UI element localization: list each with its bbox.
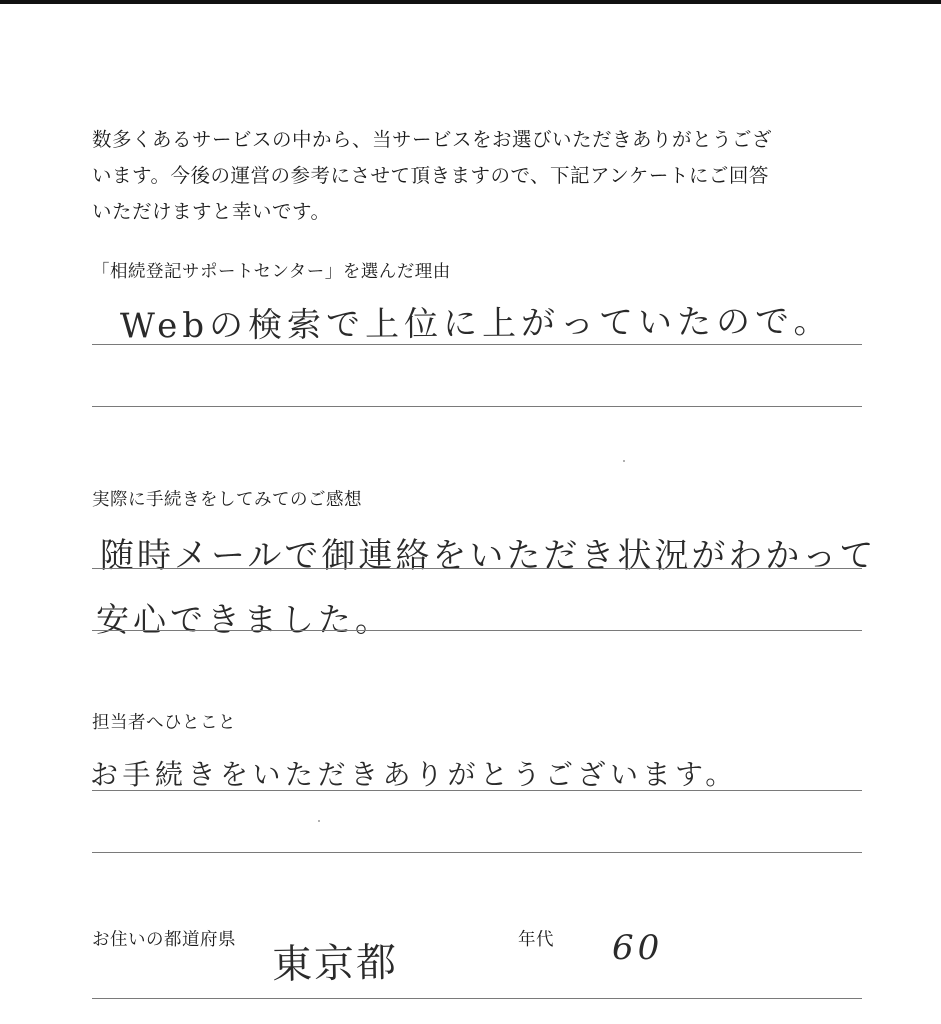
paper-speck <box>623 460 625 462</box>
answer-line <box>92 852 862 853</box>
answer-reason-line-1: Webの検索で上位に上がっていたので。 <box>119 301 833 347</box>
intro-line: います。今後の運営の参考にさせて頂きますので、下記アンケートにご回答 <box>92 164 769 187</box>
answer-line <box>92 630 862 631</box>
answer-message-line-1: お手続きをいただきありがとうございます。 <box>90 758 738 791</box>
answer-age: 60 <box>612 928 664 968</box>
question-reason-label: 「相続登記サポートセンター」を選んだ理由 <box>92 262 451 282</box>
answer-prefecture: 東京都 <box>271 939 399 989</box>
answer-line <box>92 998 862 999</box>
question-prefecture-label: お住いの都道府県 <box>92 930 236 950</box>
answer-line <box>92 344 862 345</box>
question-age-label: 年代 <box>518 930 554 950</box>
answer-line <box>92 790 862 791</box>
question-impression-label: 実際に手続きをしてみてのご感想 <box>92 490 362 510</box>
answer-line <box>92 406 862 407</box>
intro-line: いただけますと幸いです。 <box>92 200 331 223</box>
answer-line <box>92 568 862 569</box>
intro-line: 数多くあるサービスの中から、当サービスをお選びいただきありがとうござ <box>92 128 773 151</box>
question-message-label: 担当者へひとこと <box>92 713 236 733</box>
answer-impression-line-2: 安心できました。 <box>96 600 392 639</box>
answer-impression-line-1: 随時メールで御連絡をいただき状況がわかって <box>100 536 877 576</box>
paper-speck <box>318 820 320 822</box>
top-border <box>0 0 941 4</box>
intro-text <box>92 122 872 230</box>
